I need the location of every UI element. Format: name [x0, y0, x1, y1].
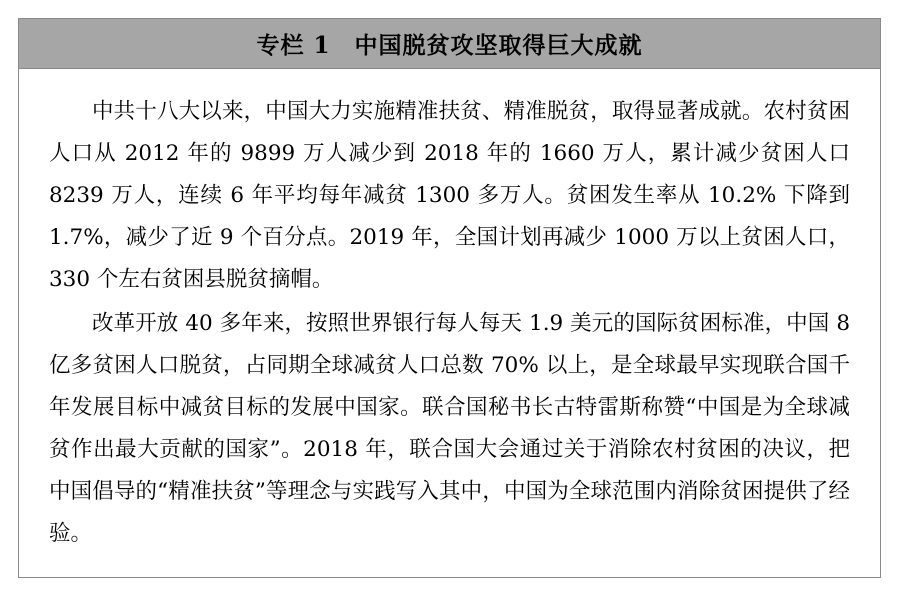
callout-box-body: [19, 69, 880, 577]
callout-box-title: 专栏 1 中国脱贫攻坚取得巨大成就: [256, 32, 643, 59]
callout-box-header: [19, 19, 880, 69]
callout-box: [18, 18, 881, 578]
paragraph: 改革开放 40 多年来，按照世界银行每人每天 1.9 美元的国际贫困标准，中国 8 亿多贫困人口脱贫，占同期全球减贫人口总数 70% 以上，是全球最早实现联合国千年发展目标中减贫目标的发展中国家。联合国秘书长古特雷斯称赞“中国是为全球减贫作出最大贡献的国家”。2018 年，联合国大会通过关于消除农村贫困的决议，把中国倡导的“精准扶贫”等理念与实践写入其中，中国为全球范围内消除贫困提供了经验。: [49, 311, 850, 546]
paragraph: 中共十八大以来，中国大力实施精准扶贫、精准脱贫，取得显著成就。农村贫困人口从 2012 年的 9899 万人减少到 2018 年的 1660 万人，累计减少贫困人口 8239 万人，连续 6 年平均每年减贫 1300 多万人。贫困发生率从 10.2% 下降到 1.7%，减少了近 9 个百分点。2019 年，全国计划再减少 1000 万以上贫困人口，330 个左右贫困县脱贫摘帽。: [49, 99, 850, 292]
